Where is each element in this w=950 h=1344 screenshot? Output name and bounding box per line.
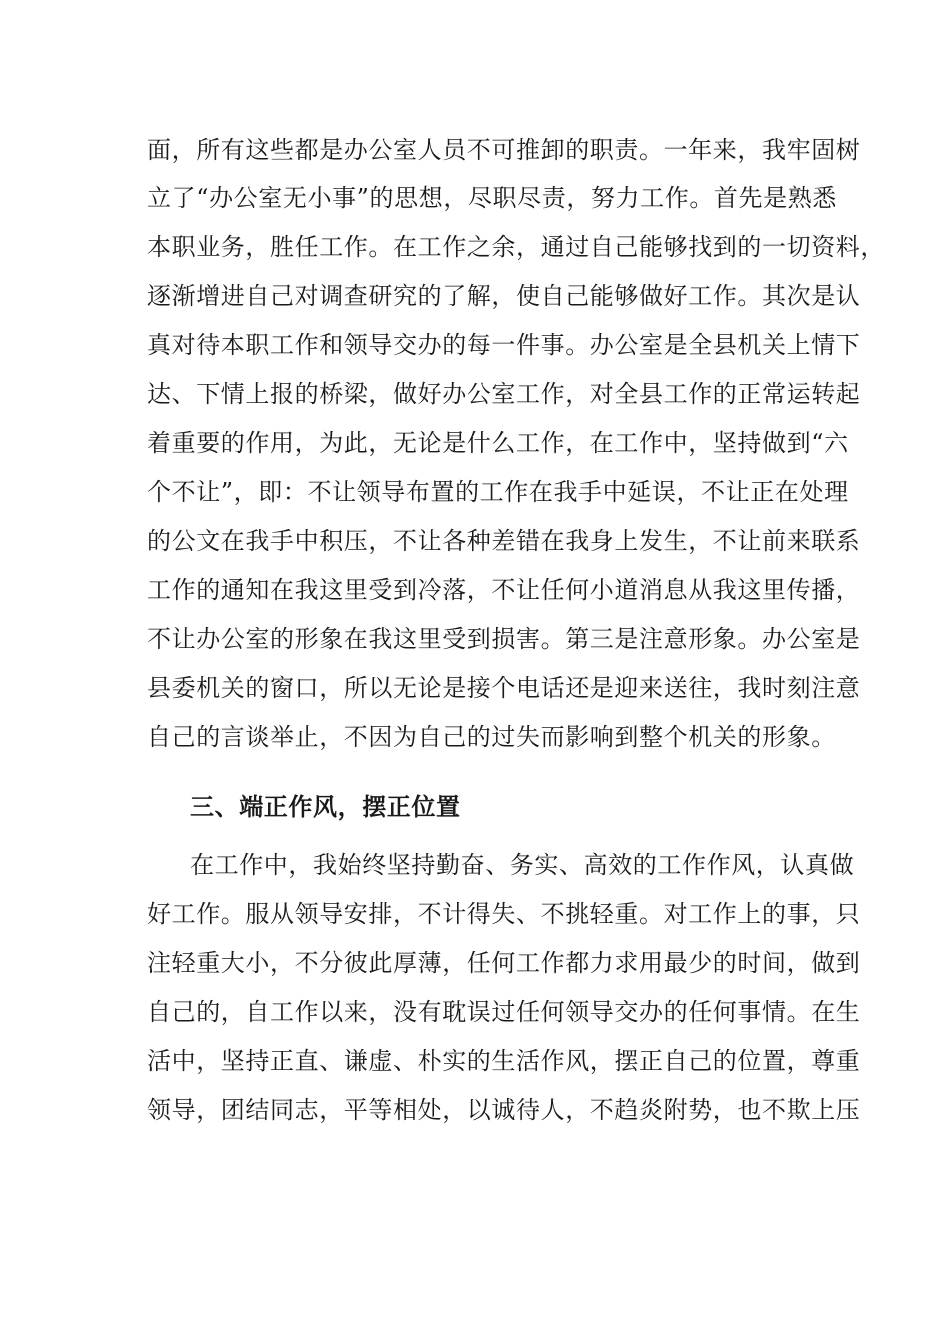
body-line: 在工作中，我始终坚持勤奋、务实、高效的工作作风，认真做 — [190, 851, 855, 879]
body-line: 活中，坚持正直、谦虚、朴实的生活作风，摆正自己的位置，尊重 — [147, 1047, 861, 1075]
body-line: 工作的通知在我这里受到冷落，不让任何小道消息从我这里传播， — [147, 576, 861, 604]
body-line: 本职业务，胜任工作。在工作之余，通过自己能够找到的一切资料， — [147, 233, 885, 261]
body-line: 着重要的作用，为此，无论是什么工作，在工作中，坚持做到“六 — [147, 429, 849, 457]
body-line: 立了“办公室无小事”的思想，尽职尽责，努力工作。首先是熟悉 — [147, 184, 837, 212]
body-line: 自己的，自工作以来，没有耽误过任何领导交办的任何事情。在生 — [147, 998, 861, 1026]
body-line: 注轻重大小，不分彼此厚薄，任何工作都力求用最少的时间，做到 — [147, 949, 861, 977]
body-line: 真对待本职工作和领导交办的每一件事。办公室是全县机关上情下 — [147, 331, 861, 359]
body-line: 县委机关的窗口，所以无论是接个电话还是迎来送往，我时刻注意 — [147, 674, 861, 702]
body-line: 逐渐增进自己对调查研究的了解，使自己能够做好工作。其次是认 — [147, 282, 861, 310]
body-line: 达、下情上报的桥梁，做好办公室工作，对全县工作的正常运转起 — [147, 380, 861, 408]
body-line: 好工作。服从领导安排，不计得失、不挑轻重。对工作上的事，只 — [147, 900, 861, 928]
body-line: 自己的言谈举止，不因为自己的过失而影响到整个机关的形象。 — [147, 723, 836, 751]
section-heading: 三、端正作风，摆正位置 — [190, 793, 461, 821]
body-line: 不让办公室的形象在我这里受到损害。第三是注意形象。办公室是 — [147, 625, 861, 653]
body-line: 领导，团结同志，平等相处，以诚待人，不趋炎附势，也不欺上压 — [147, 1096, 861, 1124]
body-line: 的公文在我手中积压，不让各种差错在我身上发生，不让前来联系 — [147, 527, 861, 555]
body-line: 个不让”，即：不让领导布置的工作在我手中延误，不让正在处理 — [147, 478, 849, 506]
body-line: 面，所有这些都是办公室人员不可推卸的职责。一年来，我牢固树 — [147, 136, 861, 164]
